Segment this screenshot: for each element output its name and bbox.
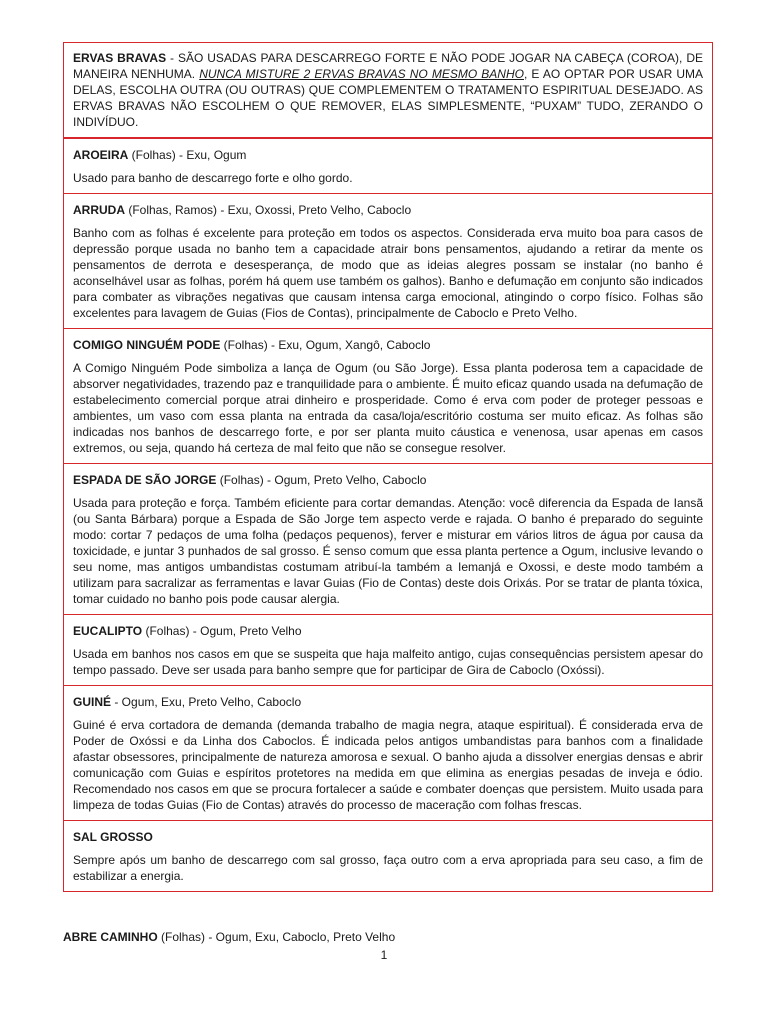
herb-name: ARRUDA [73, 203, 125, 217]
herb-name: ESPADA DE SÃO JORGE [73, 473, 217, 487]
footer-herb-heading [63, 929, 395, 945]
herb-row [63, 821, 713, 892]
herb-name: AROEIRA [73, 148, 129, 162]
herb-row [63, 138, 713, 194]
herb-row [63, 464, 713, 615]
herb-heading [73, 623, 703, 639]
herb-row [63, 615, 713, 686]
intro-title: ERVAS BRAVAS [73, 51, 167, 65]
footer-herb-name: ABRE CAMINHO [63, 930, 158, 944]
intro-text-a: - SÃO USADAS PARA DESCARREGO FORTE E NÃO PODE JOGAR NA CABEÇA (COROA), DE MANEIRA NENHUMA. [73, 51, 703, 81]
herb-description: Banho com as folhas é excelente para proteção em todos os aspectos. Considerada erva muito boa para casos de depressão porque usada no banho tem a capacidade atrair bons pensamentos, ajudando a retirar da mente os pensamentos de derrota e desesperança, de modo que as ideias alegres possam se instalar (no banho é aconselhável usar as folhas, porém há quem use também os galhos). Banho e defumação em conjunto são indicados para combater as vibrações negativas que causam intensa carga emocional, atingindo o corpo físico. Folhas são excelentes para lavagem de Guias (Fios de Contas), principalmente de Caboclo e Preto Velho. [73, 226, 703, 320]
herb-description: A Comigo Ninguém Pode simboliza a lança de Ogum (ou São Jorge). Essa planta poderosa tem a capacidade de absorver negatividades, trazendo paz e tranquilidade para o ambiente. É muito eficaz quando usada na defumação de estabelecimento comercial porque atrai dinheiro e prosperidade. Como é erva com poder de proteger pessoas e ambientes, um vaso com essa planta na entrada da casa/loja/escritório costuma ser muito eficaz. As folhas são indicadas nos banhos de descarrego forte, e por ser planta muito cáustica e venenosa, usar apenas em casos extremos, ou seja, quando há certeza de mal feito que não se consegue resolver. [73, 361, 703, 455]
herb-meta: (Folhas) - Ogum, Preto Velho [142, 624, 302, 638]
herb-description: Sempre após um banho de descarrego com sal grosso, faça outro com a erva apropriada para seu caso, a fim de estabilizar a energia. [73, 853, 703, 883]
herb-meta: - Ogum, Exu, Preto Velho, Caboclo [111, 695, 302, 709]
intro-emphasis: NUNCA MISTURE 2 ERVAS BRAVAS NO MESMO BANHO [199, 67, 524, 81]
herb-name: EUCALIPTO [73, 624, 143, 638]
herb-heading [73, 337, 703, 353]
herb-row [63, 329, 713, 464]
herb-description: Guiné é erva cortadora de demanda (demanda trabalho de magia negra, ataque espiritual). É considerada erva de Poder de Oxóssi e da Linha dos Caboclos. É indicada pelos antigos umbandistas para banhos com a finalidade afastar obsessores, principalmente de natureza amorosa e sexual. O banho ajuda a dissolver energias densas e abrir comunicação com Guias e espíritos protetores na medida em que elimina as energias pesadas de inveja e ódio. Recomendado nos casos em que se procura fortalecer a saúde e combater doenças que persistem. Muito usada para limpeza de todas Guias (Fio de Contas) através do processo de maceração com folhas frescas. [73, 718, 703, 812]
intro-paragraph [73, 50, 703, 130]
herbs-table [63, 42, 713, 892]
herb-name: COMIGO NINGUÉM PODE [73, 338, 221, 352]
herb-meta: (Folhas) - Exu, Ogum, Xangô, Caboclo [220, 338, 431, 352]
page-number: 1 [380, 948, 388, 962]
herb-heading [73, 694, 703, 710]
herb-row [63, 194, 713, 329]
herb-heading [73, 829, 703, 845]
herb-meta: (Folhas, Ramos) - Exu, Oxossi, Preto Velho, Caboclo [125, 203, 412, 217]
herb-meta: (Folhas) - Exu, Ogum [128, 148, 247, 162]
herb-description: Usada em banhos nos casos em que se suspeita que haja malfeito antigo, cujas consequências persistem apesar do tempo passado. Deve ser usada para banho sempre que for participar de Gira de Caboclo (Oxóssi). [73, 647, 703, 677]
herb-name: SAL GROSSO [73, 830, 153, 844]
herb-row [63, 686, 713, 821]
intro-text-b: , E AO OPTAR POR USAR UMA DELAS, ESCOLHA OUTRA (OU OUTRAS) QUE COMPLEMENTEM O TRATAMENTO ESPIRITUAL DESEJADO. AS ERVAS BRAVAS NÃO ESCOLHEM O QUE REMOVER, ELAS SIMPLESMENTE, “PUXAM” TUDO, ZERANDO O INDIVÍDUO. [73, 67, 704, 129]
herb-description: Usado para banho de descarrego forte e olho gordo. [73, 171, 353, 185]
herb-meta: (Folhas) - Ogum, Preto Velho, Caboclo [216, 473, 427, 487]
herb-description: Usada para proteção e força. Também eficiente para cortar demandas. Atenção: você diferencia da Espada de Iansã (ou Santa Bárbara) porque a Espada de São Jorge tem aspecto verde e rajada. O banho é preparado do seguinte modo: cortar 7 pedaços de uma folha (pedaços pequenos), ferver e misturar em vários litros de água por causa da toxicidade, e juntar 3 punhados de sal grosso. É senso comum que essa planta pertence a Ogum, inclusive levando o seu nome, mas antigos umbandistas costumam atribuí-la também a Iemanjá e Oxossi, e deste modo também a utilizam para sacralizar as ferramentas e lavar Guias (Fio de Contas) deste dois Orixás. Por se tratar de planta tóxica, tomar cuidado no banho pois pode causar alergia. [73, 496, 703, 606]
herb-heading [73, 202, 703, 218]
herb-heading [73, 147, 703, 163]
footer-herb-meta: (Folhas) - Ogum, Exu, Caboclo, Preto Velho [157, 930, 396, 944]
herb-name: GUINÉ [73, 695, 112, 709]
intro-row [63, 42, 713, 138]
herb-heading [73, 472, 703, 488]
